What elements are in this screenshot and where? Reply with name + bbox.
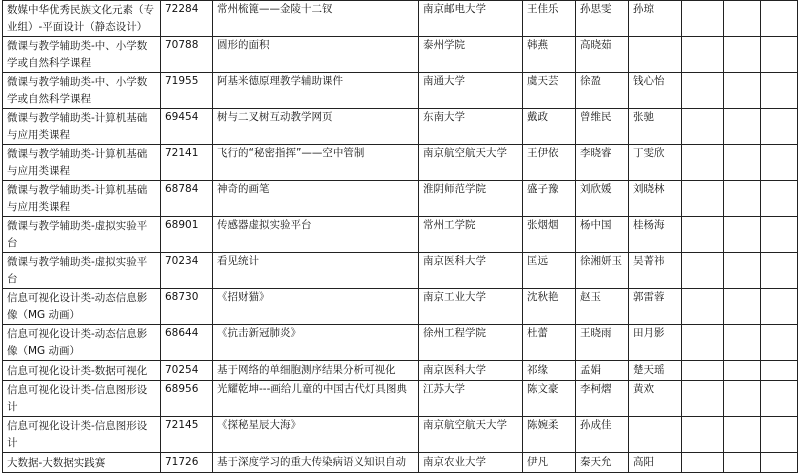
empty-cell bbox=[724, 253, 761, 289]
author1-cell: 陈婉柔 bbox=[523, 417, 576, 453]
category-cell: 微课与教学辅助类-计算机基础与应用类课程 bbox=[3, 109, 161, 145]
title-cell: 圆形的面积 bbox=[213, 37, 419, 73]
table-row bbox=[3, 181, 798, 217]
code-cell: 68730 bbox=[161, 289, 213, 325]
empty-cell bbox=[761, 253, 798, 289]
code-cell: 71955 bbox=[161, 73, 213, 109]
award-table-sheet bbox=[2, 0, 797, 473]
title-cell: 阿基米德原理教学辅助课件 bbox=[213, 73, 419, 109]
author2-cell: 刘欣媛 bbox=[576, 181, 629, 217]
code-cell: 70234 bbox=[161, 253, 213, 289]
table-row bbox=[3, 289, 798, 325]
empty-cell bbox=[761, 381, 798, 417]
empty-cell bbox=[682, 145, 724, 181]
author2-cell: 李晓睿 bbox=[576, 145, 629, 181]
empty-cell bbox=[682, 73, 724, 109]
code-cell: 72141 bbox=[161, 145, 213, 181]
code-cell: 68901 bbox=[161, 217, 213, 253]
author2-cell: 孟娟 bbox=[576, 361, 629, 381]
title-cell: 光耀乾坤---画给儿童的中国古代灯具图典 bbox=[213, 381, 419, 417]
empty-cell bbox=[724, 453, 761, 473]
table-row bbox=[3, 325, 798, 361]
table-row bbox=[3, 417, 798, 453]
table-row bbox=[3, 217, 798, 253]
author3-cell: 孙琼 bbox=[629, 1, 682, 37]
title-cell: 《抗击新冠肺炎》 bbox=[213, 325, 419, 361]
empty-cell bbox=[724, 1, 761, 37]
school-cell: 南通大学 bbox=[419, 73, 523, 109]
author3-cell: 吴菁祎 bbox=[629, 253, 682, 289]
code-cell: 68644 bbox=[161, 325, 213, 361]
author1-cell: 匡远 bbox=[523, 253, 576, 289]
school-cell: 常州工学院 bbox=[419, 217, 523, 253]
school-cell: 徐州工程学院 bbox=[419, 325, 523, 361]
title-cell: 常州梳篦——金陵十二钗 bbox=[213, 1, 419, 37]
empty-cell bbox=[724, 289, 761, 325]
school-cell: 东南大学 bbox=[419, 109, 523, 145]
empty-cell bbox=[761, 289, 798, 325]
category-cell: 数媒中华优秀民族文化元素（专业组）-平面设计（静态设计） bbox=[3, 1, 161, 37]
category-cell: 微课与教学辅助类-中、小学数学或自然科学课程 bbox=[3, 37, 161, 73]
table-row bbox=[3, 1, 798, 37]
school-cell: 南京航空航天大学 bbox=[419, 145, 523, 181]
school-cell: 泰州学院 bbox=[419, 37, 523, 73]
table-row bbox=[3, 381, 798, 417]
author1-cell: 祁缘 bbox=[523, 361, 576, 381]
empty-cell bbox=[682, 109, 724, 145]
code-cell: 68784 bbox=[161, 181, 213, 217]
author1-cell: 张烟烟 bbox=[523, 217, 576, 253]
author1-cell: 陈文豪 bbox=[523, 381, 576, 417]
title-cell: 树与二叉树互动教学网页 bbox=[213, 109, 419, 145]
school-cell: 淮阴师范学院 bbox=[419, 181, 523, 217]
category-cell: 大数据-大数据实践赛 bbox=[3, 453, 161, 473]
empty-cell bbox=[682, 1, 724, 37]
author2-cell: 孙成佳 bbox=[576, 417, 629, 453]
empty-cell bbox=[682, 417, 724, 453]
empty-cell bbox=[724, 181, 761, 217]
table-row bbox=[3, 37, 798, 73]
code-cell: 68956 bbox=[161, 381, 213, 417]
author3-cell: 黄欢 bbox=[629, 381, 682, 417]
table-row bbox=[3, 361, 798, 381]
author1-cell: 韩燕 bbox=[523, 37, 576, 73]
author3-cell: 楚天瑶 bbox=[629, 361, 682, 381]
author2-cell: 杨中国 bbox=[576, 217, 629, 253]
author1-cell: 王伊依 bbox=[523, 145, 576, 181]
category-cell: 信息可视化设计类-信息图形设计 bbox=[3, 381, 161, 417]
author3-cell: 钱心怡 bbox=[629, 73, 682, 109]
empty-cell bbox=[761, 325, 798, 361]
author2-cell: 徐盈 bbox=[576, 73, 629, 109]
category-cell: 微课与教学辅助类-计算机基础与应用类课程 bbox=[3, 145, 161, 181]
author3-cell: 郭雷蓉 bbox=[629, 289, 682, 325]
empty-cell bbox=[682, 253, 724, 289]
author2-cell: 王晓雨 bbox=[576, 325, 629, 361]
title-cell: 看见统计 bbox=[213, 253, 419, 289]
empty-cell bbox=[724, 145, 761, 181]
empty-cell bbox=[724, 325, 761, 361]
table-row bbox=[3, 73, 798, 109]
author1-cell: 王佳乐 bbox=[523, 1, 576, 37]
empty-cell bbox=[761, 109, 798, 145]
empty-cell bbox=[682, 325, 724, 361]
code-cell: 70254 bbox=[161, 361, 213, 381]
school-cell: 江苏大学 bbox=[419, 381, 523, 417]
school-cell: 南京工业大学 bbox=[419, 289, 523, 325]
title-cell: 神奇的画笔 bbox=[213, 181, 419, 217]
table-body bbox=[3, 1, 798, 473]
author1-cell: 戴政 bbox=[523, 109, 576, 145]
author3-cell: 桂杨海 bbox=[629, 217, 682, 253]
code-cell: 70788 bbox=[161, 37, 213, 73]
author3-cell bbox=[629, 37, 682, 73]
table-row bbox=[3, 253, 798, 289]
school-cell: 南京医科大学 bbox=[419, 253, 523, 289]
empty-cell bbox=[761, 217, 798, 253]
empty-cell bbox=[682, 289, 724, 325]
author3-cell: 高阳 bbox=[629, 453, 682, 473]
empty-cell bbox=[682, 381, 724, 417]
author2-cell: 赵玉 bbox=[576, 289, 629, 325]
code-cell: 72145 bbox=[161, 417, 213, 453]
title-cell: 《探秘星辰大海》 bbox=[213, 417, 419, 453]
school-cell: 南京农业大学 bbox=[419, 453, 523, 473]
author1-cell: 盛子豫 bbox=[523, 181, 576, 217]
table-row bbox=[3, 109, 798, 145]
empty-cell bbox=[761, 1, 798, 37]
author3-cell: 刘晓林 bbox=[629, 181, 682, 217]
author2-cell: 高晓茹 bbox=[576, 37, 629, 73]
empty-cell bbox=[724, 109, 761, 145]
category-cell: 信息可视化设计类-动态信息影像（MG 动画） bbox=[3, 289, 161, 325]
author2-cell: 徐湘妍玉 bbox=[576, 253, 629, 289]
author2-cell: 李柯熠 bbox=[576, 381, 629, 417]
code-cell: 69454 bbox=[161, 109, 213, 145]
school-cell: 南京航空航天大学 bbox=[419, 417, 523, 453]
title-cell: 基于深度学习的重大传染病语义知识自动 bbox=[213, 453, 419, 473]
table-row bbox=[3, 453, 798, 473]
award-table bbox=[2, 0, 798, 473]
author1-cell: 伊凡 bbox=[523, 453, 576, 473]
empty-cell bbox=[761, 417, 798, 453]
empty-cell bbox=[724, 417, 761, 453]
empty-cell bbox=[761, 37, 798, 73]
empty-cell bbox=[682, 217, 724, 253]
empty-cell bbox=[761, 453, 798, 473]
empty-cell bbox=[682, 37, 724, 73]
author2-cell: 秦天允 bbox=[576, 453, 629, 473]
title-cell: 传感器虚拟实验平台 bbox=[213, 217, 419, 253]
author1-cell: 杜蕾 bbox=[523, 325, 576, 361]
code-cell: 71726 bbox=[161, 453, 213, 473]
table-row bbox=[3, 145, 798, 181]
category-cell: 信息可视化设计类-数据可视化 bbox=[3, 361, 161, 381]
title-cell: 飞行的“秘密指挥”——空中管制 bbox=[213, 145, 419, 181]
empty-cell bbox=[724, 73, 761, 109]
category-cell: 微课与教学辅助类-虚拟实验平台 bbox=[3, 253, 161, 289]
category-cell: 微课与教学辅助类-虚拟实验平台 bbox=[3, 217, 161, 253]
author2-cell: 孙思雯 bbox=[576, 1, 629, 37]
category-cell: 微课与教学辅助类-中、小学数学或自然科学课程 bbox=[3, 73, 161, 109]
school-cell: 南京医科大学 bbox=[419, 361, 523, 381]
empty-cell bbox=[761, 181, 798, 217]
empty-cell bbox=[724, 361, 761, 381]
code-cell: 72284 bbox=[161, 1, 213, 37]
empty-cell bbox=[724, 37, 761, 73]
author1-cell: 虞天芸 bbox=[523, 73, 576, 109]
empty-cell bbox=[761, 145, 798, 181]
empty-cell bbox=[724, 381, 761, 417]
author3-cell: 丁雯欣 bbox=[629, 145, 682, 181]
category-cell: 微课与教学辅助类-计算机基础与应用类课程 bbox=[3, 181, 161, 217]
empty-cell bbox=[682, 453, 724, 473]
category-cell: 信息可视化设计类-动态信息影像（MG 动画） bbox=[3, 325, 161, 361]
school-cell: 南京邮电大学 bbox=[419, 1, 523, 37]
empty-cell bbox=[682, 361, 724, 381]
category-cell: 信息可视化设计类-信息图形设计 bbox=[3, 417, 161, 453]
author2-cell: 曾维民 bbox=[576, 109, 629, 145]
author3-cell: 张驰 bbox=[629, 109, 682, 145]
empty-cell bbox=[761, 361, 798, 381]
empty-cell bbox=[724, 217, 761, 253]
empty-cell bbox=[761, 73, 798, 109]
title-cell: 基于网络的单细胞测序结果分析可视化 bbox=[213, 361, 419, 381]
title-cell: 《招财猫》 bbox=[213, 289, 419, 325]
empty-cell bbox=[682, 181, 724, 217]
author3-cell bbox=[629, 417, 682, 453]
author3-cell: 田月影 bbox=[629, 325, 682, 361]
author1-cell: 沈秋艳 bbox=[523, 289, 576, 325]
